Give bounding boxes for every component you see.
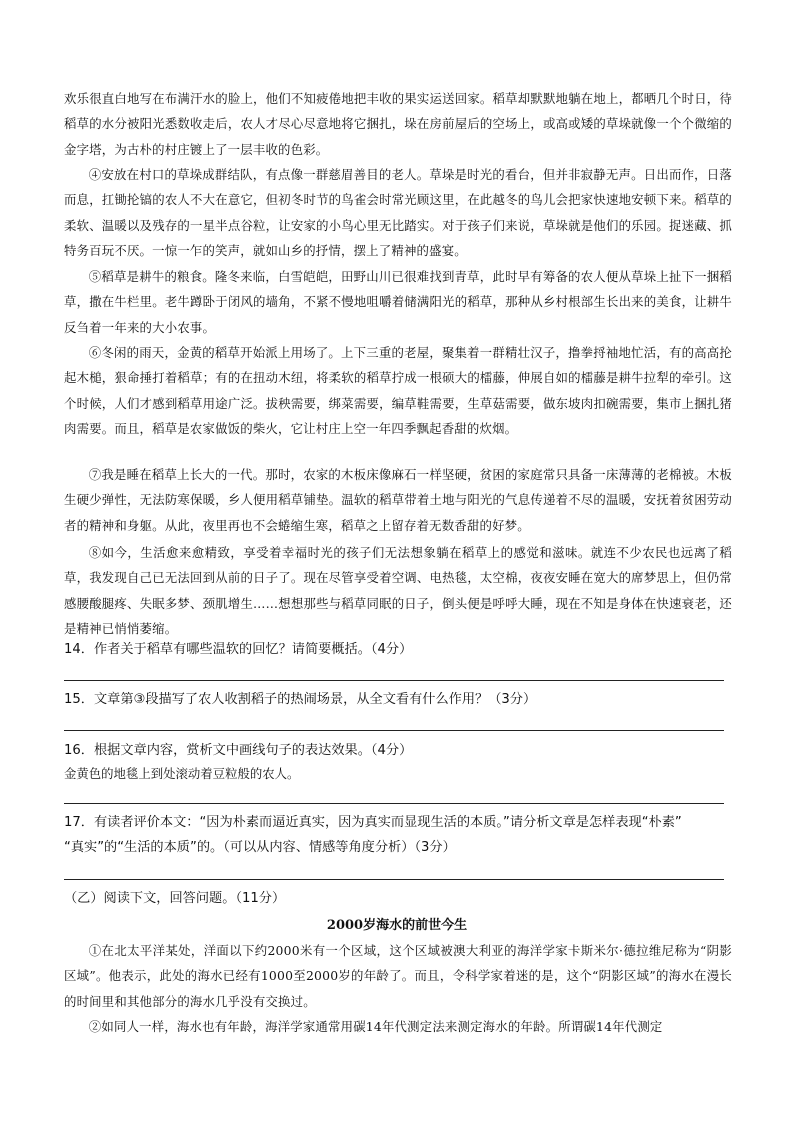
answer-line-15[interactable] <box>64 730 724 731</box>
section-b-heading: （乙）阅读下文，回答问题。（11分） <box>64 891 286 906</box>
question-16: 16．根据文章内容，赏析文中画线句子的表达效果。（4分） <box>64 743 413 758</box>
question-17-line-1: 17．有读者评价本文：“因为朴素而逼近真实，因为真实而显现生活的本质。”请分析文章是怎样表现“朴素” <box>64 815 682 830</box>
section-b-paragraph-1: ①在北太平洋某处，洋面以下约2000米有一个区域，这个区域被澳大利亚的海洋学家卡斯米尔·德拉维尼称为“阴影区域”。他表示，此处的海水已经有1000至2000岁的年龄了。而且，令科学家着迷的是，这个“阴影区域”的海水在漫长的时间里和其他部分的海水几乎没有交换过。 <box>64 943 732 1009</box>
question-17-line-2: “真实”的“生活的本质”的。（可以从内容、情感等角度分析）（3分） <box>64 840 456 855</box>
paragraph-6: ⑥冬闲的雨天，金黄的稻草开始派上用场了。上下三重的老屋，聚集着一群精壮汉子，撸拳捋袖地忙活，有的高高抡起木槌，狠命捶打着稻草；有的在扭动木纽，将柔软的稻草拧成一根硕大的檑藤，伸展自如的檑藤是耕牛拉犁的牵引。这个时候，人们才感到稻草用途广泛。拔秧需要，绑菜需要，编草鞋需要，生草菇需要，做东坡肉扣碗需要，集市上捆扎猪肉需要。而且，稻草是农家做饭的柴火，它让村庄上空一年四季飘起香甜的炊烟。 <box>64 345 732 437</box>
section-b-paragraph-2: ②如同人一样，海水也有年龄，海洋学家通常用碳14年代测定法来测定海水的年龄。所谓碳14年代测定 <box>88 1019 663 1034</box>
article-title: 2000岁海水的前世今生 <box>326 918 468 933</box>
answer-line-14[interactable] <box>64 680 724 681</box>
answer-line-17[interactable] <box>64 879 724 880</box>
paragraph-4: ④安放在村口的草垛成群结队，有点像一群慈眉善目的老人。草垛是时光的看台，但并非寂静无声。日出而作，日落而息，扛锄抡镐的农人不大在意它，但初冬时节的鸟雀会时常光顾这里，在此越冬的鸟儿会把家快速地安顿下来。稻草的柔软、温暖以及残存的一星半点谷粒，让安家的小鸟心里无比踏实。对于孩子们来说，草垛就是他们的乐园。捉迷藏、抓特务百玩不厌。一惊一乍的笑声，就如山乡的抒情，摆上了精神的盛宴。 <box>64 167 732 259</box>
paragraph-3-continued: 欢乐很直白地写在布满汗水的脸上，他们不知疲倦地把丰收的果实运送回家。稻草却默默地躺在地上，都晒几个时日，待稻草的水分被阳光悉数收走后，农人才尽心尽意地将它捆扎，垛在房前屋后的空场上，或高或矮的草垛就像一个个微缩的金字塔，为古朴的村庄镀上了一层丰收的色彩。 <box>64 91 732 157</box>
paragraph-5: ⑤稻草是耕牛的粮食。隆冬来临，白雪皑皑，田野山川已很难找到青草，此时早有筹备的农人便从草垛上扯下一捆稻草，撒在牛栏里。老牛蹲卧于闭风的墙角，不紧不慢地咀嚼着储满阳光的稻草，那种从乡村根部生长出来的美食，让耕牛反刍着一年来的大小农事。 <box>64 269 732 335</box>
answer-line-16[interactable] <box>64 803 724 804</box>
paragraph-7: ⑦我是睡在稻草上长大的一代。那时，农家的木板床像麻石一样坚硬，贫困的家庭常只具备一床薄薄的老棉被。木板生硬少弹性，无法防寒保暖，乡人便用稻草铺垫。温软的稻草带着土地与阳光的气息传递着不尽的温暖，安抚着贫困劳动者的精神和身躯。从此，夜里再也不会蜷缩生寒，稻草之上留存着无数香甜的好梦。 <box>64 467 732 533</box>
underlined-sentence: 金黄色的地毯上到处滚动着豆粒般的农人。 <box>64 766 300 781</box>
question-14: 14．作者关于稻草有哪些温软的回忆？请简要概括。（4分） <box>64 642 413 657</box>
question-15: 15．文章第③段描写了农人收割稻子的热闹场景，从全文看有什么作用？（3分） <box>64 692 537 707</box>
paragraph-8: ⑧如今，生活愈来愈精致，享受着幸福时光的孩子们无法想象躺在稻草上的感觉和滋味。就连不少农民也远离了稻草，我发现自己已无法回到从前的日子了。现在尽管享受着空调、电热毯，太空棉，夜夜安睡在宽大的席梦思上，但仍常感腰酸腿疼、失眠多梦、颈肌增生……想想那些与稻草同眠的日子，倒头便是呼呼大睡，现在不知是身体在快速衰老，还是精神已悄悄萎缩。 <box>64 545 732 637</box>
